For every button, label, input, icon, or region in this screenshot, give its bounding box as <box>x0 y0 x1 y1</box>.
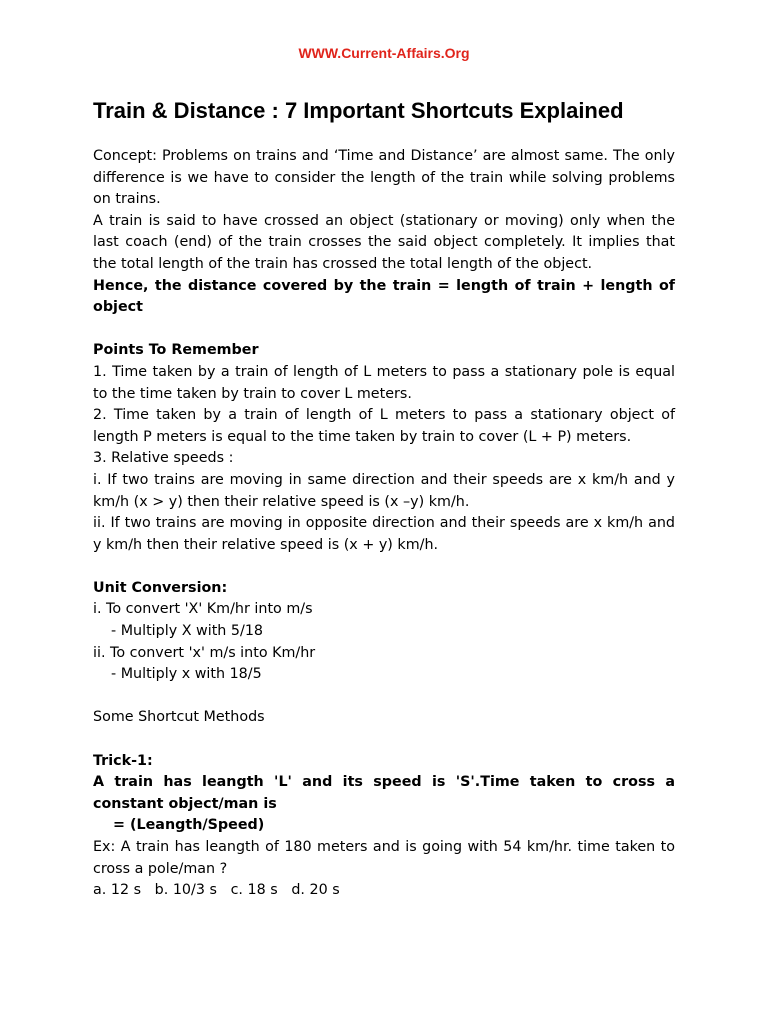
point-item: ii. If two trains are moving in opposite direction and their speeds are x km/h and y km/h then their relative speed is (x + y) km/h. <box>93 515 675 553</box>
point-item: 3. Relative speeds : <box>93 450 234 467</box>
page-title: Train & Distance : 7 Important Shortcuts Explained <box>93 98 624 123</box>
spacer <box>93 319 675 341</box>
point-item: 1. Time taken by a train of length of L meters to pass a stationary pole is equal to the time taken by train to cover L meters. <box>93 363 675 402</box>
trick-statement: A train has leangth 'L' and its speed is 'S'.Time taken to cross a constant object/man is <box>93 774 675 812</box>
spacer <box>93 729 675 751</box>
unit-line: i. To convert 'X' Km/hr into m/s <box>93 601 313 618</box>
point-item: 2. Time taken by a train of length of L meters to pass a stationary object of length P meters is equal to the time taken by train to cover (L + P) meters. <box>93 407 675 445</box>
point-item: i. If two trains are moving in same direction and their speeds are x km/h and y km/h (x > y) then their relative speed is (x –y) km/h. <box>93 471 675 510</box>
spacer <box>93 686 675 708</box>
document-body <box>93 146 675 902</box>
points-heading: Points To Remember <box>93 342 259 359</box>
unit-conversion-heading: Unit Conversion: <box>93 579 228 596</box>
shortcut-methods-heading: Some Shortcut Methods <box>93 709 265 726</box>
unit-line: ii. To convert 'x' m/s into Km/hr <box>93 644 316 661</box>
hence-statement: Hence, the distance covered by the train = length of train + length of object <box>93 277 675 316</box>
crossing-paragraph: A train is said to have crossed an object (stationary or moving) only when the last coach (end) of the train crosses the said object completely. It implies that the total length of the train has crossed the total length of the object. <box>93 212 675 272</box>
unit-line: - Multiply X with 5/18 <box>111 623 264 640</box>
unit-line: - Multiply x with 18/5 <box>111 666 262 683</box>
spacer <box>93 556 675 578</box>
site-header: WWW.Current-Affairs.Org <box>298 45 470 61</box>
example-options: a. 12 s b. 10/3 s c. 18 s d. 20 s <box>93 882 340 899</box>
trick-formula: = (Leangth/Speed) <box>113 817 265 834</box>
example-question: Ex: A train has leangth of 180 meters and is going with 54 km/hr. time taken to cross a pole/man ? <box>93 839 675 877</box>
trick-heading: Trick-1: <box>93 752 153 769</box>
concept-paragraph: Concept: Problems on trains and ‘Time and Distance’ are almost same. The only difference is we have to consider the length of the train while solving problems on trains. <box>93 148 675 208</box>
